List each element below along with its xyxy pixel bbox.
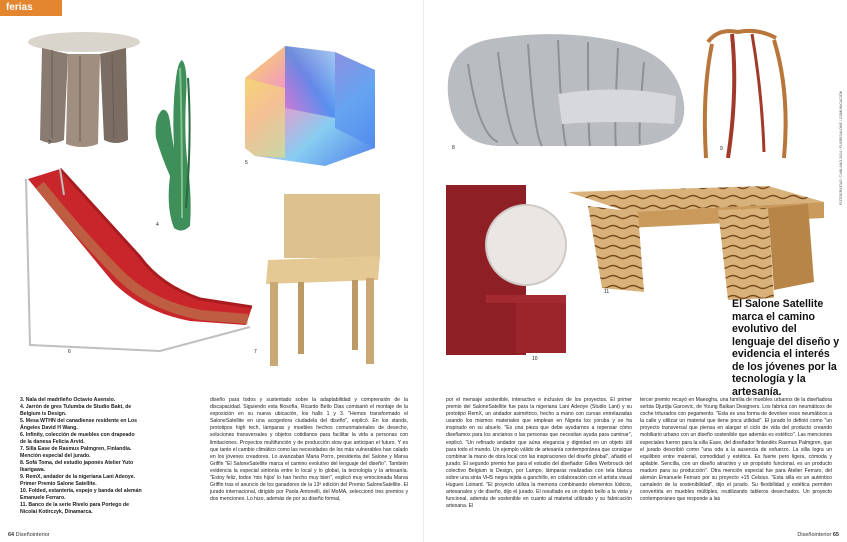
footer-left: [8, 532, 50, 538]
page-number: 64: [8, 532, 15, 538]
footer-brand: Diseñointerior: [15, 532, 50, 538]
figure-number-9: 9: [720, 146, 723, 152]
figure-number-3: 3: [48, 140, 51, 146]
figure-9-walker: [698, 22, 798, 162]
caption-item: 4. Jarrón de gres Tulumba de Studio Bakt, de Belgium is Design.: [20, 404, 132, 417]
figure-3-table: [22, 20, 152, 150]
body-column-right-1: por el mensaje sostenible, interactivo e inclusivo de los proyectos. El primer premio del SaloneSatellite fue para la nigeriana Lani Adeoye (Studio Lani) y su prototipo RemX, un andador asimétrico, hecho a mano con curvas entrelazadas usando los mismos materiales que emplean en Nigeria los yoruba y se ha inspirado en su abuelo. "Es una pieza que debe ayudarnos a repensar cómo diseñamos para los ancianos o las personas que necesitan ayuda para caminar", explicó. "Un refinado andador que aúna elegancia y dignidad en un objeto útil para todo el mundo. Un ejemplo válido de artesanía contemporánea que consigue combinar la mano de obra local con las inspiraciones del diseño global", añadió el jurado. El segundo premio fue para el estudio del diseñador Gilles Werbrouck del colectivo Belgium is Design, por Lampo, lámparas realizadas con tela blanca sobre una sinta VHS negra tejida a ganchillo, en colaboración con el artista visual Hugues Loinard. "El proyecto utiliza la memoria combinando elementos lúdicos, artesanales y de diseño, dijo el jurado. El resultado es un objeto bello a la vista y funcional, además de sostenible en cuanto al material utilizado y su fabricación artesana. El: [446, 397, 632, 510]
caption-item: 7. Silla Ease de Rasmus Palmgren, Finlandia. Mención especial del jurado.: [20, 446, 132, 459]
figure-number-5: 5: [245, 160, 248, 166]
figure-number-6: 6: [68, 349, 71, 355]
caption-item: 11. Banco de la serie Rivelo para Portego de Nicolai Kotirczyk, Dinamarca.: [20, 502, 129, 515]
caption-item: 3. Nala del madrileño Octavio Asensio.: [20, 397, 116, 403]
figure-number-10: 10: [532, 356, 538, 362]
page-number: 65: [832, 532, 839, 538]
caption-item: 9. RemX, andador de la nigeriana Lani Adeoye. Primer Premio Salone Satellite.: [20, 474, 136, 487]
section-tag: ferias: [0, 0, 62, 16]
footer-right: [797, 532, 839, 538]
figure-number-4: 4: [156, 222, 159, 228]
body-column-right-2: tercer premio recayó en Maeogha, una familia de muebles urbanos de la diseñadora serbia Djurdja Garcevic, de Young Balkan Designers. Los fabrica con neumáticos de coche triturados con pegamento. "Esta es una forma de devolver esos neumáticos a la calle y utilizar un material que tiene poca utilidad". El jurado lo definió como "un proyecto transversal que piensa en alargar el ciclo de vida del producto creando mobiliario urbano con un diseño sostenible que además es estético". Las menciones especiales fueron para la silla Ease, del diseñador finlandés Rasmus Palmgren, que el jurado describió como "una oda a la ausencia de esfuerzo. La silla logra un equilibrio entre material, comodidad y estética. Es fuerte pero ligera, cómoda y apilable. Sencilla, con un diseño atractivo y un propósito funcional, es un producto maduro para su producción". Otra mención especial fue para Atelier Ferraro, del alemán Emanuele Ferraro por su proyecto +15 Celsius. "Esta silla es un auténtico camaleón de la sostenibilidad", dijo el jurado. Su flexibilidad y estética permiten convertirla en muebles múltiples, reutilizando tableros desechados. Un proyecto contemporáneo que responde a las: [640, 397, 832, 503]
photo-credit: FOTOGRAFÍAS: © MILANO 2024 / FUORISALONE / COMUNICACIÓN: [839, 90, 843, 205]
caption-item: 10. Folded, estantería, espejo y banda del alemán Emanuele Ferraro.: [20, 488, 142, 501]
figure-number-7: 7: [254, 349, 257, 355]
caption-list: [20, 397, 142, 516]
footer-brand: Diseñointerior: [797, 532, 832, 538]
caption-item: 5. Mesa WTHN del canadiense residente en Los Ángeles David H Wang.: [20, 418, 138, 431]
headline: El Salone Satellite marca el camino evolutivo del lenguaje del diseño y evidencia el interés de los jóvenes por la tecnología y la artesanía.: [732, 298, 840, 398]
body-column-left: diseño para todos y sustentado sobre la adaptabilidad y comprensión de la discapacidad. Siguiendo esta filosofía, Ricardo Bello Dias comisarió el montaje de la exposición en su nueva ubicación, los halls 1 y 3. "Hemos transformado el SaloneSatellite en una acogedora ciudadela del diseño", explicó. En los stands, prototipos high tech, lámparas y muebles hechos comunmateriales de desecho, soluciones transversales y objetos cotidianos para facilitar la vida a personas con limitaciones. Proyectos multifunción y de producción slow que anticipan el futuro. Y es que tanto el cambio climático como las necesidades de los más vulnerables han calado en los jóvenes creadores. Lo avanzaban Maria Porro, presidenta del Salone y Marva Griffin "El SaloneSatellite marca el camino evolutivo del lenguaje del diseño". También evidencia la especial sintonía entre lo local y lo global, la tecnología y la artesanía. "Estoy feliz, todos 'mis hijos' lo han hecho muy bien", explicó muy emocionada Marva Griffin tras el anuncio de los ganadores de la 13ª edición del Premio SaloneSatellite. El jurado internacional, dirigido por Paola Antonelli, del MoMA, seleccionó tres premios y dos menciones. Lo hizo, además de por su diseño formal,: [210, 397, 408, 503]
right-page: [424, 0, 847, 542]
caption-item: 8. Sofá Toma, del estudio japonés Atelier Yuto Ikarigawa.: [20, 460, 134, 473]
figure-5-iridescent-table: [225, 38, 390, 173]
figure-number-11: 11: [604, 289, 610, 295]
caption-item: 6. Infinity, colección de muebles con drapeado de la danesa Felicia Arvid.: [20, 432, 135, 445]
figure-6-lounge-chair: [20, 165, 260, 365]
figure-10-shelf-mirror: [446, 185, 576, 365]
figure-number-8: 8: [452, 145, 455, 151]
figure-8-sofa: [438, 24, 698, 154]
figure-7-wood-chair: [258, 190, 388, 370]
left-page: [0, 0, 423, 542]
